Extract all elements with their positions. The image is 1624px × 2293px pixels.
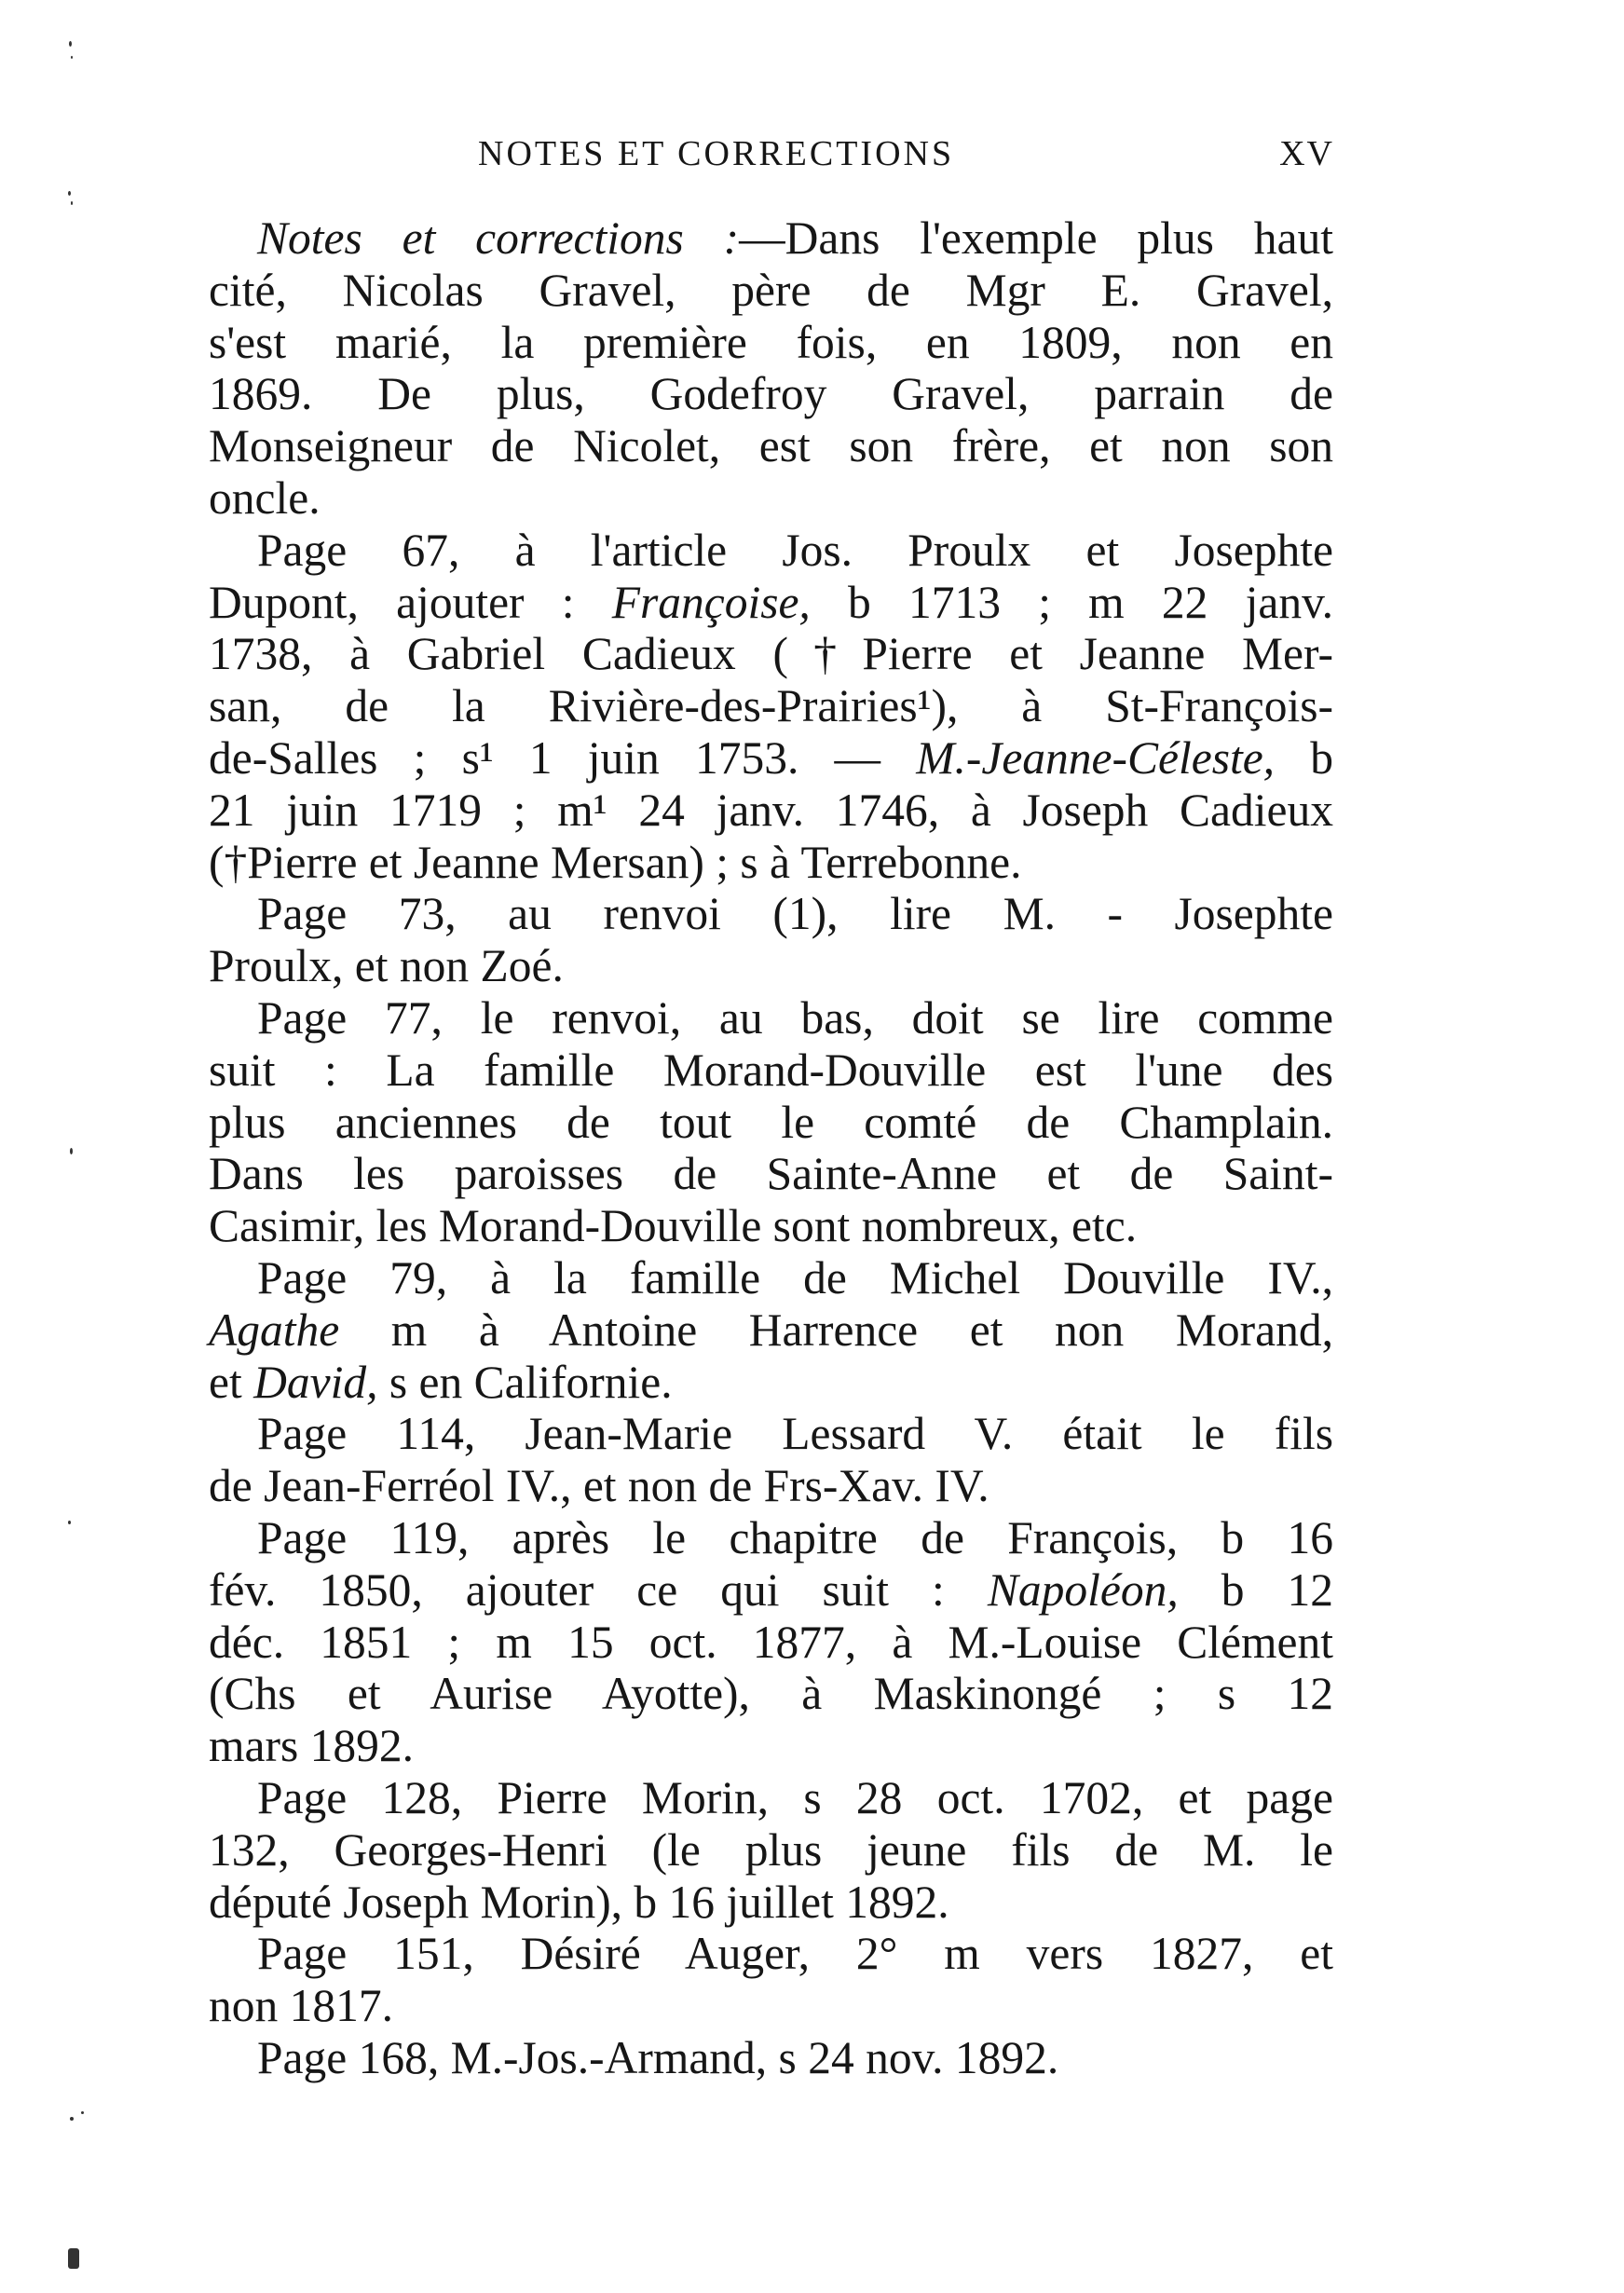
note-paragraph (209, 1772, 1333, 1928)
text-run: Page 119, après le chapitre de François, b 16 (257, 1511, 1333, 1563)
note-paragraph (209, 992, 1333, 1252)
note-paragraph (209, 1928, 1333, 2032)
italic-text: Notes et corrections : (257, 212, 740, 264)
text-line (209, 628, 1333, 680)
text-run: Page 73, au renvoi (1), lire M. - Josephte (257, 888, 1333, 940)
text-run: b (1275, 731, 1333, 784)
text-line (209, 1668, 1333, 1720)
text-run: 21 juin 1719 ; m¹ 24 janv. 1746, à Joseph Cadieux (209, 784, 1333, 836)
text-run: 1738, à Gabriel Cadieux (†Pierre et Jeanne Mer- (209, 628, 1333, 680)
text-run: Page 67, à l'article Jos. Proulx et Josephte (257, 524, 1333, 576)
text-run: Page 114, Jean-Marie Lessard V. était le fils (257, 1408, 1333, 1460)
text-line (209, 1460, 1333, 1512)
text-line (209, 888, 1333, 940)
text-run: cité, Nicolas Gravel, père de Mgr E. Gravel, (209, 264, 1333, 316)
scan-speck (68, 2248, 79, 2269)
text-run: Page 128, Pierre Morin, s 28 oct. 1702, et page (257, 1771, 1333, 1823)
text-run: b 12 (1178, 1563, 1334, 1616)
text-run: Page 79, à la famille de Michel Douville IV., (257, 1251, 1333, 1303)
text-line (209, 1824, 1333, 1877)
scan-speck (70, 2117, 74, 2121)
note-paragraph (209, 888, 1333, 992)
italic-text: M.-Jeanne-Céleste, (916, 731, 1276, 784)
text-line (209, 212, 1333, 265)
italic-text: Françoise, (611, 576, 811, 628)
text-line (209, 680, 1333, 732)
text-line (209, 1357, 1333, 1409)
italic-text: David, (253, 1356, 378, 1408)
scan-speck (70, 1148, 73, 1154)
text-run: et (209, 1356, 254, 1408)
text-run: de Jean-Ferréol IV., et non de Frs-Xav. IV. (209, 1460, 989, 1512)
text-run: Page 77, le renvoi, au bas, doit se lire comme (257, 991, 1333, 1044)
text-run: Dans les paroisses de Sainte-Anne et de Saint- (209, 1148, 1333, 1200)
text-line (209, 2032, 1333, 2084)
text-line (209, 837, 1333, 889)
text-line (209, 1564, 1333, 1617)
note-paragraph (209, 525, 1333, 889)
scan-speck (68, 191, 71, 196)
text-line (209, 265, 1333, 317)
text-line (209, 525, 1333, 577)
text-run: 132, Georges-Henri (le plus jeune fils de M. le (209, 1823, 1333, 1876)
running-head (210, 133, 1334, 176)
text-run: b 1713 ; m 22 janv. (810, 576, 1334, 628)
text-line (209, 1617, 1333, 1669)
text-run: Dupont, ajouter : (209, 576, 612, 628)
text-run: —Dans l'exemple plus haut (739, 212, 1333, 264)
scan-speck (71, 201, 73, 205)
text-run: déc. 1851 ; m 15 oct. 1877, à M.-Louise Clément (209, 1616, 1333, 1668)
text-run: Proulx, et non Zoé. (209, 940, 564, 992)
text-run: mars 1892. (209, 1720, 414, 1772)
text-line (209, 1512, 1333, 1564)
text-line (209, 1928, 1333, 1980)
scan-speck (69, 41, 72, 47)
text-run: s'est marié, la première fois, en 1809, non en (209, 316, 1333, 368)
text-run: Monseigneur de Nicolet, est son frère, et non son (209, 420, 1333, 472)
text-line (209, 577, 1333, 629)
text-run: non 1817. (209, 1980, 393, 2032)
running-head-title: NOTES ET CORRECTIONS (478, 134, 955, 173)
text-line (209, 1772, 1333, 1824)
text-run: Casimir, les Morand-Douville sont nombreux, etc. (209, 1200, 1138, 1252)
text-run: fév. 1850, ajouter ce qui suit : (209, 1563, 988, 1616)
note-paragraph (209, 1512, 1333, 1772)
text-run: Page 168, M.-Jos.-Armand, s 24 nov. 1892. (257, 2031, 1059, 2083)
text-run: (Chs et Aurise Ayotte), à Maskinongé ; s 12 (209, 1668, 1333, 1720)
text-line (209, 472, 1333, 525)
italic-text: Agathe (209, 1303, 340, 1356)
text-line (209, 317, 1333, 369)
text-line (209, 368, 1333, 420)
text-line (209, 1720, 1333, 1772)
scan-speck (71, 56, 73, 59)
text-run: oncle. (209, 471, 321, 524)
text-line (209, 1252, 1333, 1304)
note-paragraph (209, 1408, 1333, 1512)
page-body (209, 212, 1333, 2084)
text-line (209, 1408, 1333, 1460)
scan-speck (81, 2111, 84, 2114)
text-run: de-Salles ; s¹ 1 juin 1753. — (209, 731, 917, 784)
note-paragraph (209, 2032, 1333, 2084)
note-paragraph (209, 1252, 1333, 1408)
text-line (209, 1044, 1333, 1097)
text-run: san, de la Rivière-des-Prairies¹), à St-François- (209, 680, 1333, 732)
text-run: 1869. De plus, Godefroy Gravel, parrain de (209, 368, 1333, 420)
note-paragraph (209, 212, 1333, 525)
italic-text: Napoléon, (987, 1563, 1179, 1616)
scan-speck (68, 1521, 71, 1524)
text-line (209, 992, 1333, 1044)
text-line (209, 1980, 1333, 2032)
text-run: plus anciennes de tout le comté de Champlain. (209, 1096, 1333, 1148)
text-line (209, 785, 1333, 837)
text-line (209, 420, 1333, 472)
text-run: député Joseph Morin), b 16 juillet 1892. (209, 1876, 949, 1928)
text-line (209, 1097, 1333, 1149)
text-run: m à Antoine Harrence et non Morand, (339, 1303, 1333, 1356)
text-line (209, 732, 1333, 785)
text-run: Page 151, Désiré Auger, 2° m vers 1827, et (257, 1928, 1333, 1980)
text-line (209, 1877, 1333, 1929)
text-line (209, 940, 1333, 992)
text-line (209, 1200, 1333, 1252)
text-run: (†Pierre et Jeanne Mersan) ; s à Terrebonne. (209, 836, 1022, 888)
text-run: s en Californie. (377, 1356, 673, 1408)
text-run: suit : La famille Morand-Douville est l'une des (209, 1044, 1333, 1096)
text-line (209, 1304, 1333, 1357)
page-number: XV (1279, 134, 1334, 173)
text-line (209, 1148, 1333, 1200)
